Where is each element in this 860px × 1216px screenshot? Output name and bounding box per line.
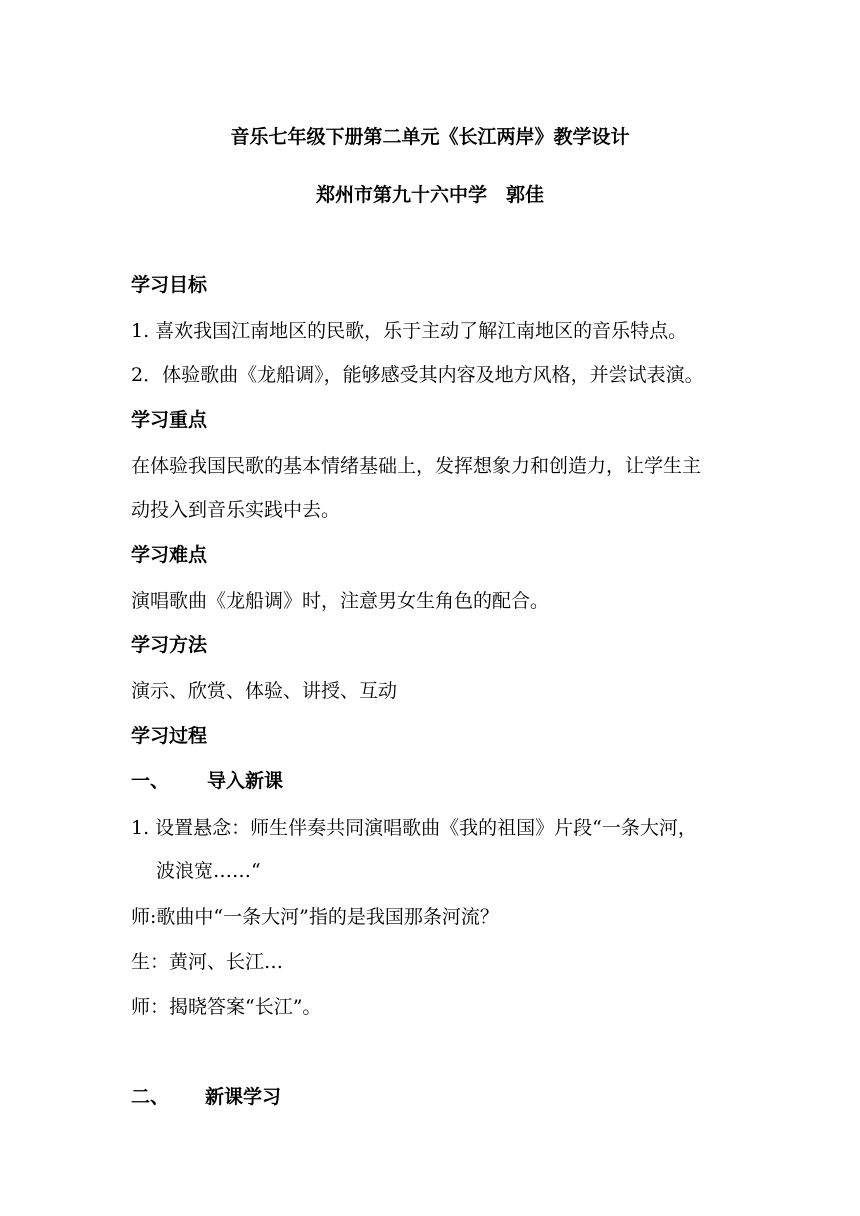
document-author: 郑州市第九十六中学 郭佳 xyxy=(315,184,544,206)
part-1-heading xyxy=(131,770,283,792)
difficulty-heading: 学习难点 xyxy=(131,544,208,566)
part-2-number: 二、 xyxy=(131,1086,170,1108)
step-1-line-1: 1. 设置悬念：师生伴奏共同演唱歌曲《我的祖国》片段“一条大河， xyxy=(131,817,697,839)
focus-heading: 学习重点 xyxy=(131,409,208,431)
student-answer: 生：黄河、长江… xyxy=(131,951,284,973)
part-1-number: 一、 xyxy=(131,770,170,792)
teacher-question: 师:歌曲中“一条大河”指的是我国那条河流？ xyxy=(131,906,499,928)
part-2-title: 新课学习 xyxy=(205,1086,282,1108)
method-text: 演示、欣赏、体验、讲授、互动 xyxy=(131,680,398,702)
focus-text-line-1: 在体验我国民歌的基本情绪基础上，发挥想象力和创造力，让学生主 xyxy=(131,455,702,477)
part-1-title: 导入新课 xyxy=(207,770,284,792)
part-2-heading xyxy=(131,1086,281,1108)
objective-item-2: 2．体验歌曲《龙船调》，能够感受其内容及地方风格，并尝试表演。 xyxy=(131,364,704,386)
objectives-heading: 学习目标 xyxy=(131,274,208,296)
focus-text-line-2: 动投入到音乐实践中去。 xyxy=(131,499,341,521)
teacher-answer: 师：揭晓答案“长江”。 xyxy=(131,996,322,1018)
step-1-line-2: 波浪宽……“ xyxy=(156,860,261,882)
document-title: 音乐七年级下册第二单元《长江两岸》教学设计 xyxy=(230,126,630,148)
process-heading: 学习过程 xyxy=(131,725,208,747)
objective-item-1: 1. 喜欢我国江南地区的民歌，乐于主动了解江南地区的音乐特点。 xyxy=(131,320,688,342)
method-heading: 学习方法 xyxy=(131,634,208,656)
difficulty-text: 演唱歌曲《龙船调》时，注意男女生角色的配合。 xyxy=(131,590,550,612)
